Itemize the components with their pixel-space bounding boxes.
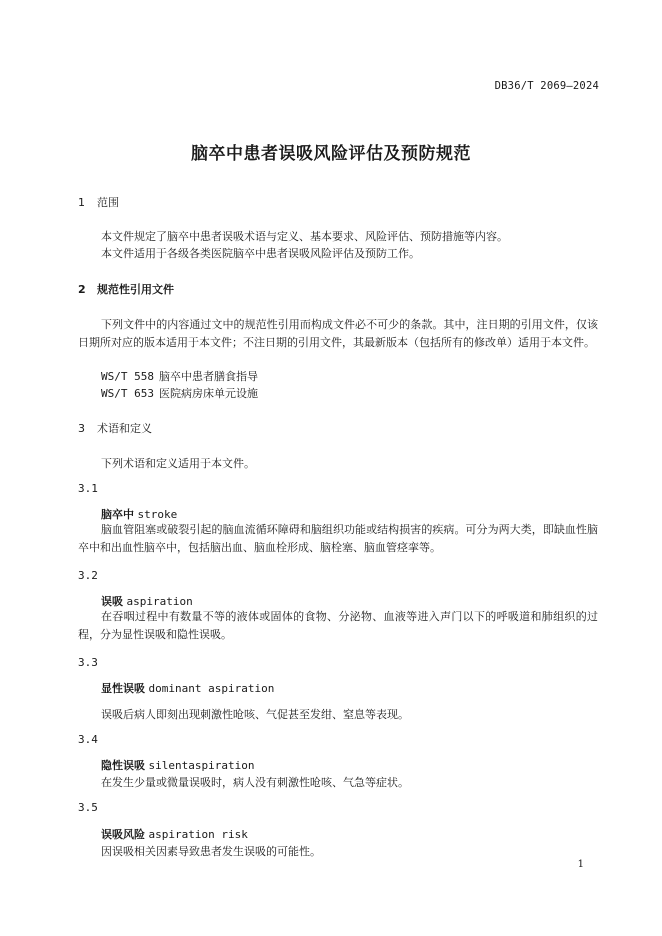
term-english: aspiration risk	[148, 828, 248, 841]
term-heading	[101, 506, 177, 522]
reference-code: WS/T 558	[101, 370, 154, 383]
term-heading	[101, 757, 254, 773]
section-number: 1	[78, 196, 85, 209]
term-heading	[101, 826, 248, 842]
term-definition: 脑血管阻塞或破裂引起的脑血流循环障碍和脑组织功能或结构损害的疾病。可分为两大类，即缺血性脑卒中和出血性脑卒中，包括脑出血、脑血栓形成、脑栓塞、脑血管痉挛等。	[78, 523, 598, 554]
term-chinese: 隐性误吸	[101, 759, 145, 772]
term-definition: 在吞咽过程中有数量不等的液体或固体的食物、分泌物、血液等进入声门以下的呼吸道和肺组织的过程，分为显性误吸和隐性误吸。	[78, 610, 598, 641]
section-heading-terms	[78, 420, 152, 436]
term-definition: 误吸后病人即刻出现刺激性呛咳、气促甚至发绀、窒息等表现。	[101, 708, 409, 721]
section-number: 3	[78, 422, 85, 435]
clause-number: 3.1	[78, 482, 98, 495]
clause-number: 3.3	[78, 656, 98, 669]
scope-paragraph-1: 本文件规定了脑卒中患者误吸术语与定义、基本要求、风险评估、预防措施等内容。	[101, 230, 508, 243]
section-heading-scope	[78, 194, 119, 210]
normative-refs-intro: 下列文件中的内容通过文中的规范性引用而构成文件必不可少的条款。其中，注日期的引用文件，仅该日期所对应的版本适用于本文件；不注日期的引用文件，其最新版本（包括所有的修改单）适用于本文件。	[78, 318, 598, 349]
term-english: silentaspiration	[148, 759, 255, 772]
document-code: DB36/T 2069—2024	[494, 80, 599, 92]
scope-paragraph-2: 本文件适用于各级各类医院脑卒中患者误吸风险评估及预防工作。	[101, 247, 420, 260]
term-english: stroke	[137, 508, 178, 521]
term-heading	[101, 593, 193, 609]
section-title: 规范性引用文件	[97, 283, 174, 296]
term-definition: 在发生少量或微量误吸时，病人没有刺激性呛咳、气急等症状。	[101, 776, 409, 789]
clause-number: 3.5	[78, 801, 98, 814]
reference-title: 医院病房床单元设施	[159, 387, 258, 400]
term-chinese: 误吸	[101, 595, 123, 608]
reference-code: WS/T 653	[101, 387, 154, 400]
page-title: 脑卒中患者误吸风险评估及预防规范	[191, 144, 471, 164]
page-number: 1	[577, 859, 584, 870]
section-heading-normative-refs	[78, 281, 174, 297]
term-definition: 因误吸相关因素导致患者发生误吸的可能性。	[101, 845, 321, 858]
clause-number: 3.2	[78, 569, 98, 582]
clause-number: 3.4	[78, 733, 98, 746]
term-chinese: 显性误吸	[101, 682, 145, 695]
section-number: 2	[78, 283, 86, 296]
term-english: dominant aspiration	[148, 682, 275, 695]
section-title: 范围	[97, 196, 119, 209]
term-english: aspiration	[126, 595, 193, 608]
terms-intro: 下列术语和定义适用于本文件。	[101, 457, 255, 470]
reference-item	[101, 368, 258, 384]
reference-item	[101, 385, 258, 401]
term-chinese: 误吸风险	[101, 828, 145, 841]
term-chinese: 脑卒中	[101, 508, 134, 521]
section-title: 术语和定义	[97, 422, 152, 435]
term-heading	[101, 680, 274, 696]
reference-title: 脑卒中患者膳食指导	[159, 370, 258, 383]
